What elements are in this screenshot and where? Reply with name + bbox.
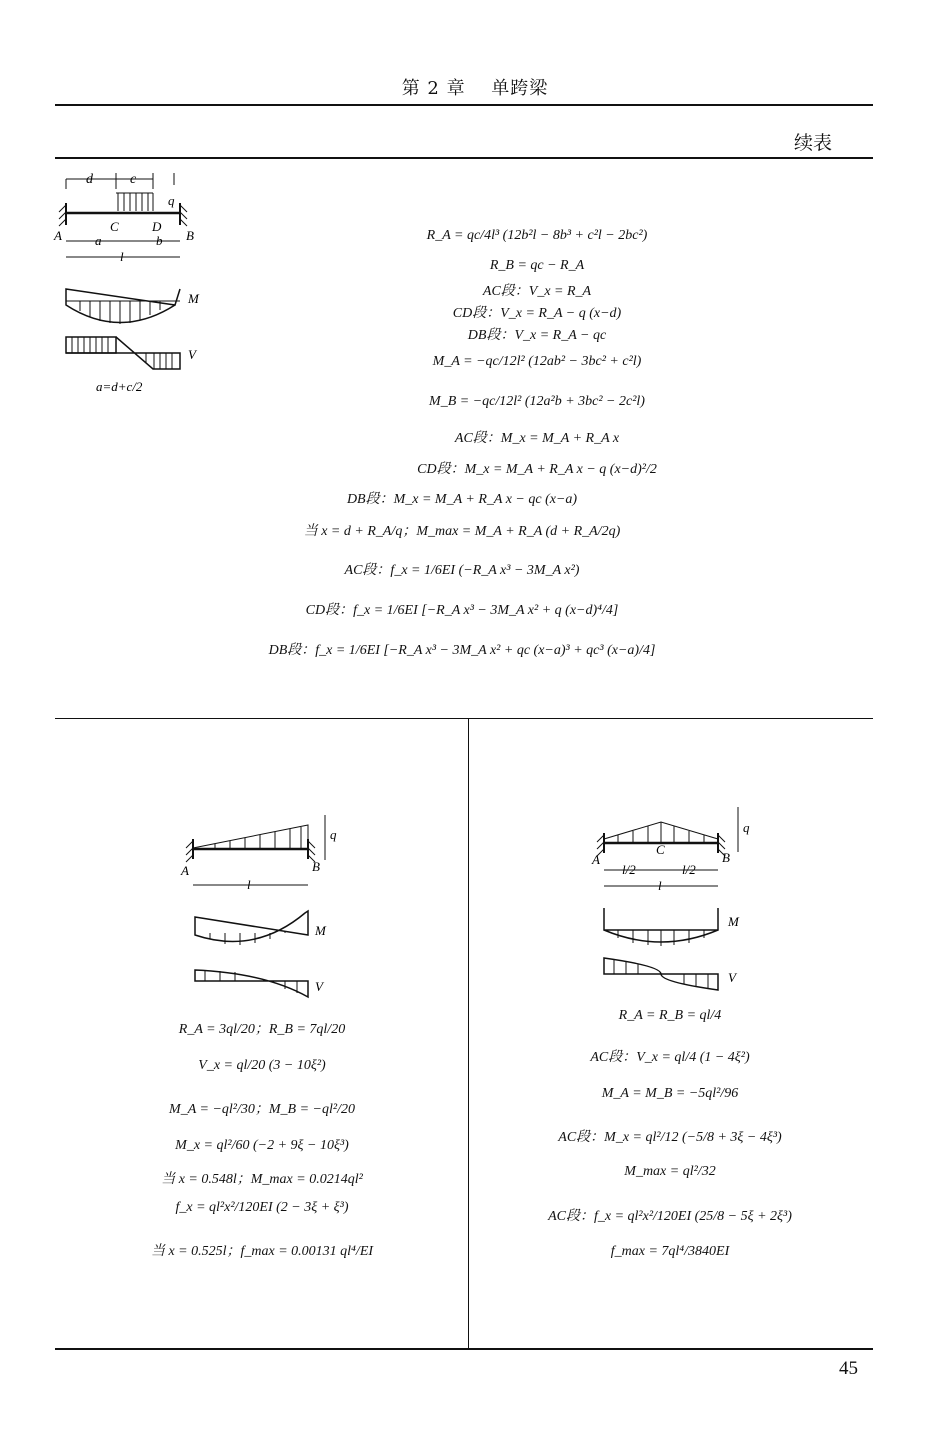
case3-formula: M_max = ql²/32 xyxy=(624,1164,716,1179)
case3-label-q: q xyxy=(743,820,750,835)
case1-label-q: q xyxy=(168,193,175,208)
case3-label-C: C xyxy=(656,842,665,857)
case2-label-M: M xyxy=(315,923,326,938)
case3-formula: AC段：V_x = ql/4 (1 − 4ξ²) xyxy=(590,1050,750,1065)
case1-formula: AC段：M_x = M_A + R_A x xyxy=(454,431,620,446)
case1-formula: CD段：f_x = 1/6EI [−R_A x³ − 3M_A x² + q (x−d)⁴/4] xyxy=(305,603,619,618)
case2-formula: 当 x = 0.548l；M_max = 0.0214ql² xyxy=(161,1172,363,1187)
case2-formula: 当 x = 0.525l；f_max = 0.00131 ql⁴/EI xyxy=(150,1244,374,1259)
case1-formula: CD段：V_x = R_A − q (x−d) xyxy=(452,306,622,321)
case3-label-l2-left: l/2 xyxy=(622,862,636,877)
case1-label-M: M xyxy=(188,291,199,306)
case3-formula: f_max = 7ql⁴/3840EI xyxy=(610,1244,730,1259)
case3-beam-diagram xyxy=(588,802,768,997)
case1-label-B: B xyxy=(186,228,194,243)
case1-formula: DB段：V_x = R_A − qc xyxy=(467,328,607,343)
case1-formula: M_B = −qc/12l² (12a²b + 3bc² − 2c²l) xyxy=(429,394,645,409)
case3-label-B: B xyxy=(722,850,730,865)
case3-formula: M_A = M_B = −5ql²/96 xyxy=(601,1086,739,1101)
case1-label-V: V xyxy=(188,347,196,362)
case1-formula: DB段：M_x = M_A + R_A x − qc (x−a) xyxy=(346,492,578,507)
case1-label-A: A xyxy=(54,228,62,243)
case1-formula: CD段：M_x = M_A + R_A x − q (x−d)²/2 xyxy=(417,462,657,477)
case2-formula: f_x = ql²x²/120EI (2 − 3ξ + ξ³) xyxy=(175,1200,349,1215)
page-number: 45 xyxy=(839,1358,858,1379)
case3-formula: AC段：f_x = ql²x²/120EI (25/8 − 5ξ + 2ξ³) xyxy=(548,1209,792,1224)
case3-label-l: l xyxy=(658,878,662,893)
case1-formula: DB段：f_x = 1/6EI [−R_A x³ − 3M_A x² + qc (x−a)³ + qc³ (x−a)/4] xyxy=(268,643,656,658)
case1-label-C: C xyxy=(110,219,119,234)
case3-label-M: M xyxy=(728,914,739,929)
case2-label-V: V xyxy=(315,979,323,994)
case2-formula: M_x = ql²/60 (−2 + 9ξ − 10ξ³) xyxy=(175,1138,349,1153)
header-rule xyxy=(55,104,873,106)
case2-label-q: q xyxy=(330,827,337,842)
case3-label-A: A xyxy=(592,852,600,867)
table-bottom-rule xyxy=(55,1348,873,1350)
case3-formula: R_A = R_B = ql/4 xyxy=(618,1008,722,1023)
case2-label-A: A xyxy=(181,863,189,878)
case1-formula: M_A = −qc/12l² (12ab² − 3bc² + c²l) xyxy=(432,354,642,369)
row-divider xyxy=(55,718,873,719)
case2-formula: M_A = −ql²/30；M_B = −ql²/20 xyxy=(169,1102,355,1117)
column-divider xyxy=(468,718,469,1348)
case1-formula: R_A = qc/4l³ (12b²l − 8b³ + c²l − 2bc²) xyxy=(426,228,648,243)
case1-label-a: a xyxy=(95,233,102,248)
case2-label-l: l xyxy=(247,877,251,892)
case1-note: a=d+c/2 xyxy=(96,379,143,394)
case1-beam-diagram xyxy=(50,165,220,405)
case3-formula: AC段：M_x = ql²/12 (−5/8 + 3ξ − 4ξ³) xyxy=(558,1130,782,1145)
case2-beam-diagram xyxy=(175,805,355,1005)
chapter-header: 第 2 章 单跨梁 xyxy=(401,78,549,99)
case2-label-B: B xyxy=(312,859,320,874)
case1-formula: AC段：V_x = R_A xyxy=(482,284,592,299)
case1-label-d: d xyxy=(86,172,93,187)
case3-label-l2-right: l/2 xyxy=(682,862,696,877)
case1-label-D: D xyxy=(152,219,162,234)
case2-formula: V_x = ql/20 (3 − 10ξ²) xyxy=(198,1058,326,1073)
case1-label-l: l xyxy=(120,249,124,264)
case1-formula: AC段：f_x = 1/6EI (−R_A x³ − 3M_A x²) xyxy=(344,563,580,578)
case3-label-V: V xyxy=(728,970,736,985)
case1-formula: R_B = qc − R_A xyxy=(489,258,585,273)
case1-label-b: b xyxy=(156,233,163,248)
table-top-rule xyxy=(55,157,873,159)
case1-formula: 当 x = d + R_A/q；M_max = M_A + R_A (d + R_A/2q) xyxy=(303,524,621,539)
case2-formula: R_A = 3ql/20；R_B = 7ql/20 xyxy=(178,1022,346,1037)
continued-label: 续表 xyxy=(793,132,832,154)
case1-label-c: c xyxy=(130,172,137,187)
